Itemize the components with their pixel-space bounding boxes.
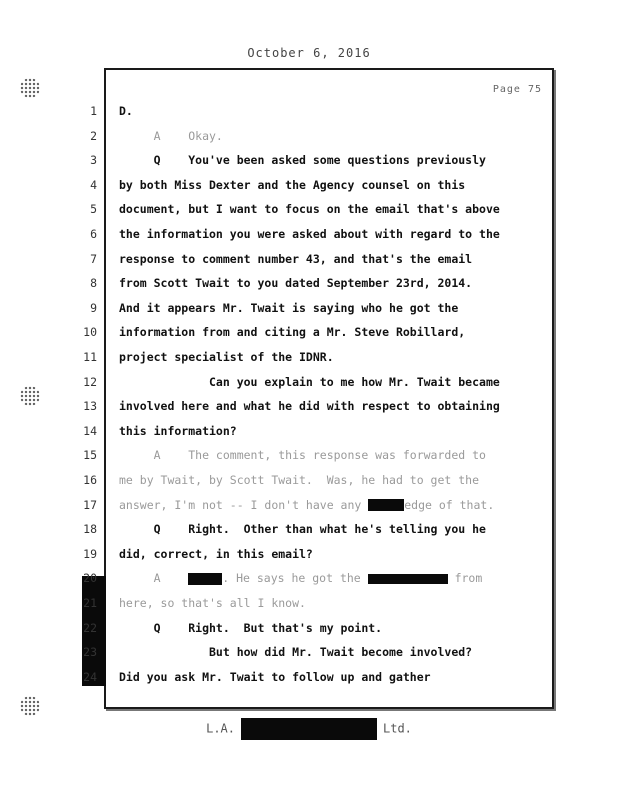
line-text: But how did Mr. Twait become involved? [119,645,473,660]
line-text: this information? [119,423,237,438]
line-number: 10 [83,325,97,340]
line-number: 5 [90,202,97,217]
line-text: here, so that's all I know. [119,596,306,610]
line-text: by both Miss Dexter and the Agency counsel on this [119,177,466,192]
transcript-line [119,547,539,561]
transcript-line [119,301,539,315]
page-number: Page 75 [492,84,542,95]
line-text: And it appears Mr. Twait is saying who he got the [119,300,459,315]
line-number: 1 [90,104,97,118]
header-date: October 6, 2016 [247,46,371,60]
redaction-block [368,499,404,511]
line-number: 6 [90,227,97,241]
line-number: 16 [83,473,97,487]
binder-hole-mark-bottom [20,696,40,716]
line-number: 8 [90,276,97,291]
transcript-line [119,375,539,389]
line-number: 13 [83,399,97,414]
transcript-line [119,670,539,684]
transcript-line [119,571,539,585]
transcript-line [119,399,539,413]
line-text: me by Twait, by Scott Twait. Was, he had to get the [119,473,480,487]
transcript-line [119,596,539,610]
footer [0,718,618,740]
transcript-line [119,325,539,339]
redaction-block [188,573,222,585]
line-number: 23 [83,645,97,660]
transcript-line [119,498,539,512]
footer-redaction [241,718,377,740]
line-text: did, correct, in this email? [119,546,313,561]
transcript-line [119,178,539,192]
line-text-tail: . He says he got the [222,571,368,586]
line-number: 18 [83,522,97,537]
transcript-line [119,621,539,635]
line-number: 15 [83,448,97,463]
line-number: 3 [90,153,97,168]
line-number: 7 [90,251,97,266]
line-number: 21 [83,596,97,610]
line-text: Did you ask Mr. Twait to follow up and gather [119,669,431,684]
binder-hole-mark-middle [20,386,40,406]
transcript-line [119,350,539,364]
line-text: response to comment number 43, and that's the email [119,251,473,266]
transcript-line [119,424,539,438]
line-text: A Okay. [119,128,223,143]
transcript-line [119,473,539,487]
line-number: 12 [83,374,97,389]
line-number: 2 [90,128,97,143]
line-text: Q Right. Other than what he's telling you he [119,522,486,537]
line-text: Q You've been asked some questions previously [119,153,486,168]
line-text: A [119,571,189,586]
line-number: 11 [83,350,97,364]
footer-prefix: L.A. [206,721,235,736]
line-text-tail: edge of that. [404,497,495,512]
transcript-line [119,227,539,241]
transcript-line [119,129,539,143]
transcript-line [119,153,539,167]
transcript-line [119,448,539,462]
line-number: 14 [83,423,97,438]
transcript-line [119,645,539,659]
transcript-line [119,522,539,536]
line-number: 4 [90,177,97,192]
transcript-line [119,252,539,266]
line-number: 22 [83,620,97,635]
line-text: answer, I'm not -- I don't have any [119,497,369,512]
line-text-tail: from [447,571,483,586]
line-text: the information you were asked about with regard to the [119,227,500,241]
line-text: information from and citing a Mr. Steve Robillard, [119,325,466,340]
line-text: Can you explain to me how Mr. Twait became [119,374,500,389]
footer-suffix: Ltd. [383,721,412,736]
line-text: Q Right. But that's my point. [119,620,383,635]
line-text: involved here and what he did with respect to obtaining [119,399,500,414]
binder-hole-mark-top [20,78,40,98]
line-text: D. [119,104,133,118]
transcript-line [119,202,539,216]
line-number: 9 [90,300,97,315]
line-text: A The comment, this response was forwarded to [119,448,486,463]
transcript-line [119,276,539,290]
line-text: project specialist of the IDNR. [119,350,334,364]
line-number: 20 [83,571,97,586]
line-text: from Scott Twait to you dated September 23rd, 2014. [119,276,473,291]
redaction-block [368,574,448,584]
line-number: 17 [83,497,97,512]
line-number: 24 [83,669,97,684]
line-text: document, but I want to focus on the email that's above [119,202,500,217]
transcript-line [119,104,539,118]
line-number: 19 [83,546,97,561]
